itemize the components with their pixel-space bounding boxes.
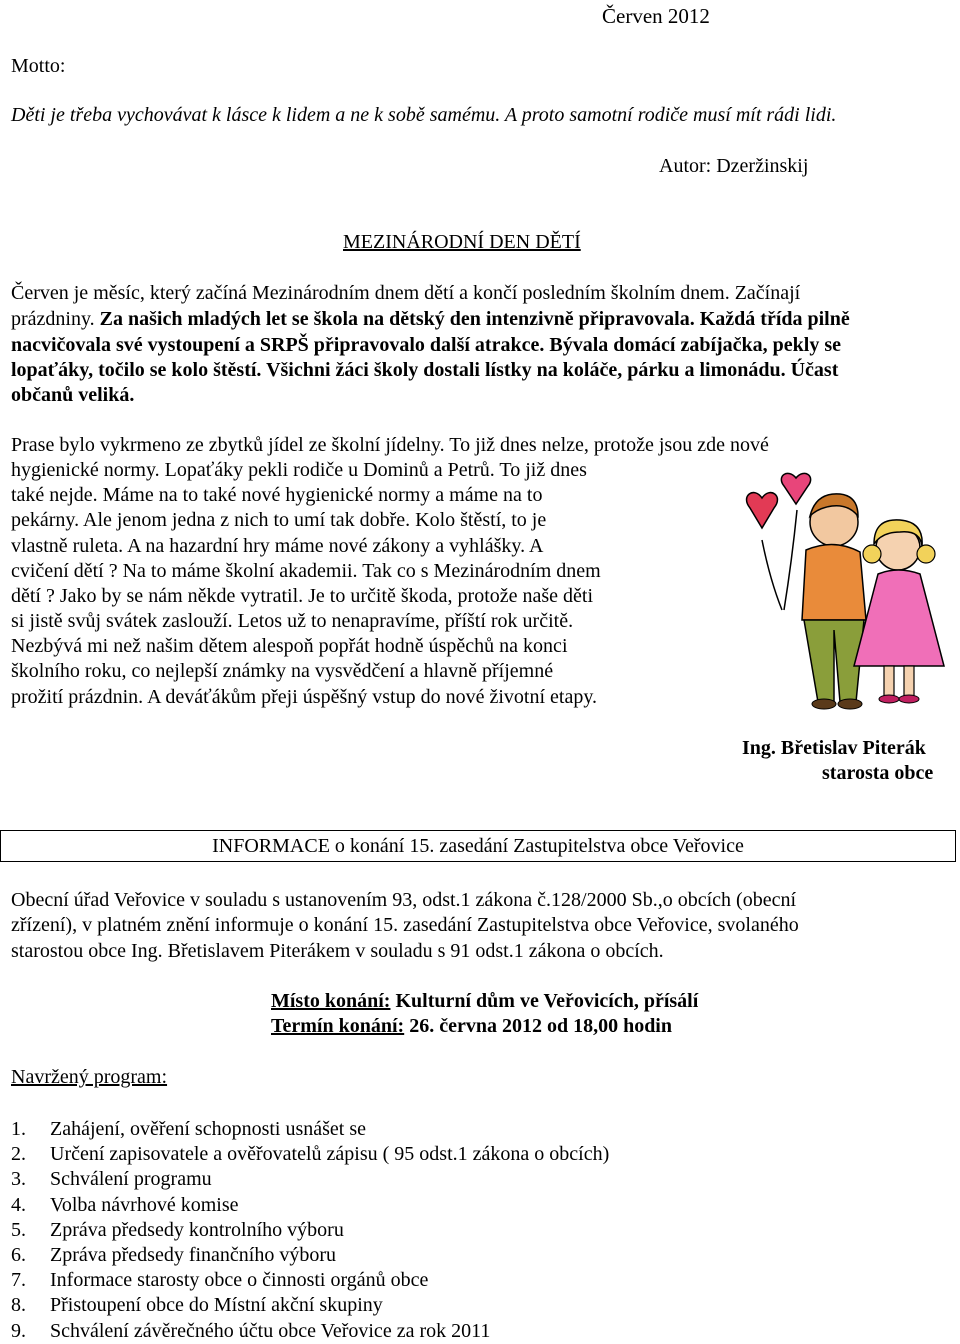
article-p1-bold-start: Za našich mladých let se škola na dětský den intenzivně připravovala. Každá třída pilně bbox=[99, 308, 850, 330]
meeting-place bbox=[271, 990, 698, 1013]
article-p2-line7: dětí ? Jako by se nám někde vytratil. Je to určitě škoda, protože naše děti bbox=[11, 585, 594, 607]
article-p1-line5: občanů veliká. bbox=[11, 384, 135, 406]
list-item: 4. Volba návrhové komise bbox=[11, 1193, 239, 1216]
article-p2-line5: vlastně ruleta. A na hazardní hry máme nové zákony a vyhlášky. A bbox=[11, 535, 544, 557]
article-p2-line1: Prase bylo vykrmeno ze zbytků jídel ze školní jídelny. To již dnes nelze, protože jsou zde nové bbox=[11, 434, 769, 456]
info-line1: Obecní úřad Veřovice v souladu s ustanovením 93, odst.1 zákona č.128/2000 Sb.,o obcích (obecní bbox=[11, 889, 797, 911]
article-p2-line8: si jistě svůj svátek zaslouží. Letos už to nenapravíme, příští rok určitě. bbox=[11, 610, 574, 632]
list-item: 8. Přistoupení obce do Místní akční skupiny bbox=[11, 1294, 383, 1317]
meeting-place-value: Kulturní dům ve Veřovicích, přísálí bbox=[390, 990, 699, 1012]
info-line2: zřízení), v platném znění informuje o konání 15. zasedání Zastupitelstva obce Veřovice, svolaného bbox=[11, 914, 799, 936]
article-p1-line4: lopaťáky, točilo se kolo štěstí. Všichni žáci školy dostali lístky na koláče, párku a limonádu. Účast bbox=[11, 359, 839, 381]
meeting-date-value: 26. června 2012 od 18,00 hodin bbox=[404, 1015, 672, 1037]
article-p2-line10: školního roku, co nejlepší známky na vysvědčení a hlavně příjemné bbox=[11, 660, 554, 682]
children-with-balloon-icon bbox=[722, 470, 957, 710]
article-title: MEZINÁRODNÍ DEN DĚTÍ bbox=[343, 231, 581, 253]
motto-label: Motto: bbox=[11, 55, 66, 77]
info-box-title: INFORMACE o konání 15. zasedání Zastupitelstva obce Veřovice bbox=[212, 835, 744, 857]
article-p2-line3: také nejde. Máme na to také nové hygienické normy a máme na to bbox=[11, 484, 543, 506]
program-list bbox=[11, 1117, 609, 1344]
list-item: 6. Zpráva předsedy finančního výboru bbox=[11, 1243, 337, 1266]
list-item: 3. Schválení programu bbox=[11, 1168, 212, 1191]
article-p2-line6: cvičení dětí ? Na to máme školní akademii. Tak co s Mezinárodním dnem bbox=[11, 560, 601, 582]
signature-role: starosta obce bbox=[822, 762, 934, 784]
article-p2-line4: pekárny. Ale jenom jedna z nich to umí tak dobře. Kolo štěstí, to je bbox=[11, 509, 547, 531]
list-item: 1. Zahájení, ověření schopnosti usnášet se bbox=[11, 1118, 367, 1140]
motto-quote: Děti je třeba vychovávat k lásce k lidem a ne k sobě samému. A proto samotní rodiče musí mít rádi lidi. bbox=[11, 104, 837, 126]
signature-name: Ing. Břetislav Piterák bbox=[742, 737, 926, 759]
article-p1-plain: prázdniny. bbox=[11, 308, 100, 330]
article-p1-line1: Červen je měsíc, který začíná Mezinárodním dnem dětí a končí posledním školním dnem. Začínají bbox=[11, 282, 801, 304]
meeting-date bbox=[271, 1015, 672, 1038]
list-item: 5. Zpráva předsedy kontrolního výboru bbox=[11, 1218, 344, 1241]
info-line3: starostou obce Ing. Břetislavem Piterákem v souladu s 91 odst.1 zákona o obcích. bbox=[11, 940, 664, 962]
article-p2-line11: prožití prázdnin. A deváťákům přeji úspěšný vstup do nové životní etapy. bbox=[11, 686, 598, 708]
meeting-date-label: Termín konání: bbox=[271, 1015, 405, 1037]
program-label: Navržený program: bbox=[11, 1066, 168, 1088]
article-p1-line2 bbox=[11, 308, 850, 331]
motto-author: Autor: Dzeržinskij bbox=[659, 155, 809, 177]
info-box bbox=[0, 830, 956, 862]
article-p2-line9: Nezbývá mi než našim dětem alespoň popřát hodně úspěchů na konci bbox=[11, 635, 568, 657]
article-p2-line2: hygienické normy. Lopaťáky pekli rodiče u Dominů a Petrů. To již dnes bbox=[11, 459, 587, 481]
page-date: Červen 2012 bbox=[602, 4, 710, 28]
article-p1-line3: nacvičovala své vystoupení a SRPŠ připravovalo další atrakce. Bývala domácí zabíjačka, pekly se bbox=[11, 334, 842, 356]
meeting-place-label: Místo konání: bbox=[271, 990, 391, 1012]
list-item: 7. Informace starosty obce o činnosti orgánů obce bbox=[11, 1269, 429, 1292]
list-item: 2. Určení zapisovatele a ověřovatelů zápisu ( 95 odst.1 zákona o obcích) bbox=[11, 1143, 610, 1166]
list-item: 9. Schválení závěrečného účtu obce Veřovice za rok 2011 bbox=[11, 1319, 491, 1342]
